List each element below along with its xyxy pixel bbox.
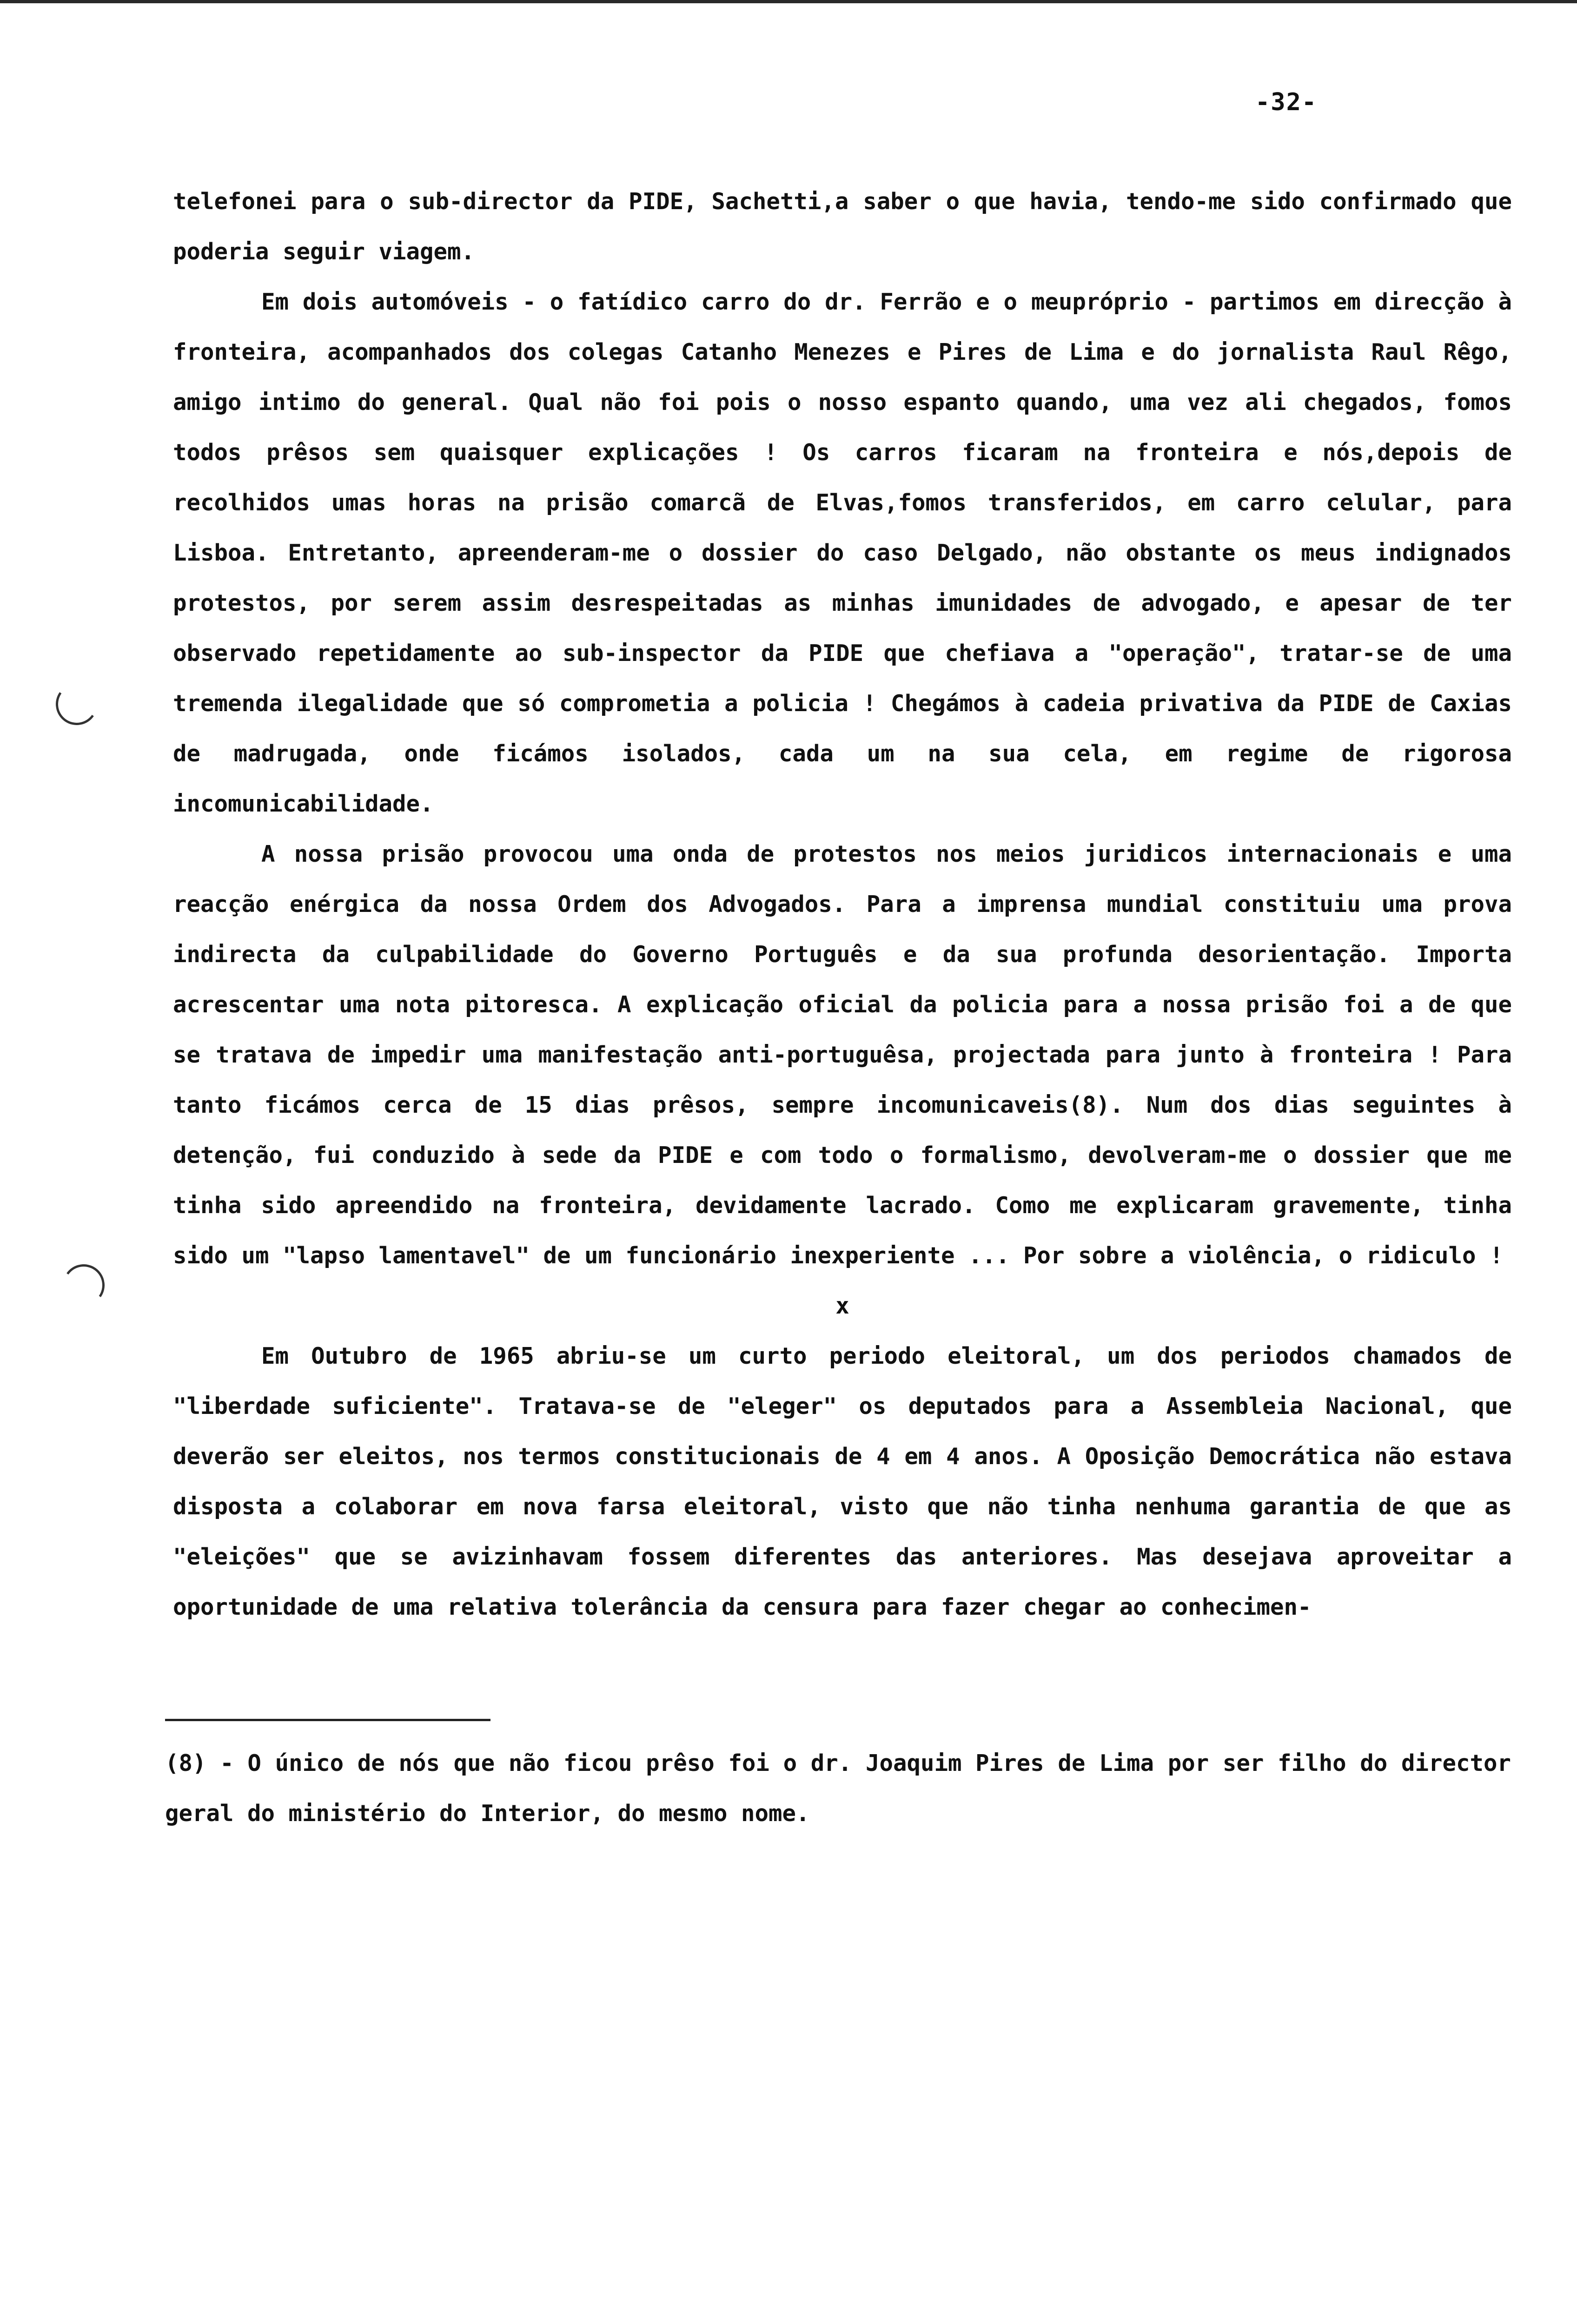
- paragraph-protests: A nossa prisão provocou uma onda de protestos nos meios juridicos internacionais e uma reacção enérgica da nossa Ordem dos Advogados. Para a imprensa mundial constituiu uma prova indirecta da culpabilidade do Governo Português e da sua profunda desorientação. Importa acrescentar uma nota pitoresca. A explicação oficial da policia para a nossa prisão foi a de que se tratava de impedir uma manifestação anti-portuguêsa, projectada para junto à fronteira ! Para tanto ficámos cerca de 15 dias prêsos, sempre incomunicaveis(8). Num dos dias seguintes à detenção, fui conduzido à sede da PIDE e com todo o formalismo, devolveram-me o dossier que me tinha sido apreendido na fronteira, devidamente lacrado. Como me explicaram gravemente, tinha sido um "lapso lamentavel" de um funcionário inexperiente ... Por sobre a violência, o ridiculo !: [173, 841, 1512, 1269]
- page-number: -32-: [1255, 88, 1318, 116]
- paragraph-border-arrest: Em dois automóveis - o fatídico carro do dr. Ferrão e o meupróprio - partimos em direcção à fronteira, acompanhados dos colegas Catanho Menezes e Pires de Lima e do jornalista Raul Rêgo, amigo intimo do general. Qual não foi pois o nosso espanto quando, uma vez ali chegados, fomos todos prêsos sem quaisquer explicações ! Os carros ficaram na fronteira e nós,depois de recolhidos umas horas na prisão comarcã de Elvas,fomos transferidos, em carro celular, para Lisboa. Entretanto, apreenderam-me o dossier do caso Delgado, não obstante os meus indignados protestos, por serem assim desrespeitadas as minhas imunidades de advogado, e apesar de ter observado repetidamente ao sub-inspector da PIDE que chefiava a "operação", tratar-se de uma tremenda ilegalidade que só comprometia a policia ! Chegámos à cadeia privativa da PIDE de Caxias de madrugada, onde ficámos isolados, cada um na sua cela, em regime de rigorosa incomunicabilidade.: [173, 289, 1512, 817]
- binder-hole-mark-icon: [53, 680, 101, 728]
- top-edge-line: [0, 0, 1577, 3]
- binder-hole-mark-icon: [60, 1261, 108, 1309]
- footnote: (8) - O único de nós que não ficou prêso foi o dr. Joaquim Pires de Lima por ser filho do director geral do ministério do Interior, do mesmo nome.: [165, 1750, 1511, 1827]
- section-separator: x: [835, 1293, 849, 1319]
- paragraph-continuation: telefonei para o sub-director da PIDE, Sachetti,a saber o que havia, tendo-me sido confirmado que poderia seguir viagem.: [173, 188, 1512, 265]
- footnote-divider: [165, 1719, 490, 1721]
- body-text: [173, 177, 1512, 1632]
- paragraph-elections: Em Outubro de 1965 abriu-se um curto periodo eleitoral, um dos periodos chamados de "liberdade suficiente". Tratava-se de "eleger" os deputados para a Assembleia Nacional, que deverão ser eleitos, nos termos constitucionais de 4 em 4 anos. A Oposição Democrática não estava disposta a colaborar em nova farsa eleitoral, visto que não tinha nenhuma garantia de que as "eleições" que se avizinhavam fossem diferentes das anteriores. Mas desejava aproveitar a oportunidade de uma relativa tolerância da censura para fazer chegar ao conhecimen-: [173, 1343, 1512, 1620]
